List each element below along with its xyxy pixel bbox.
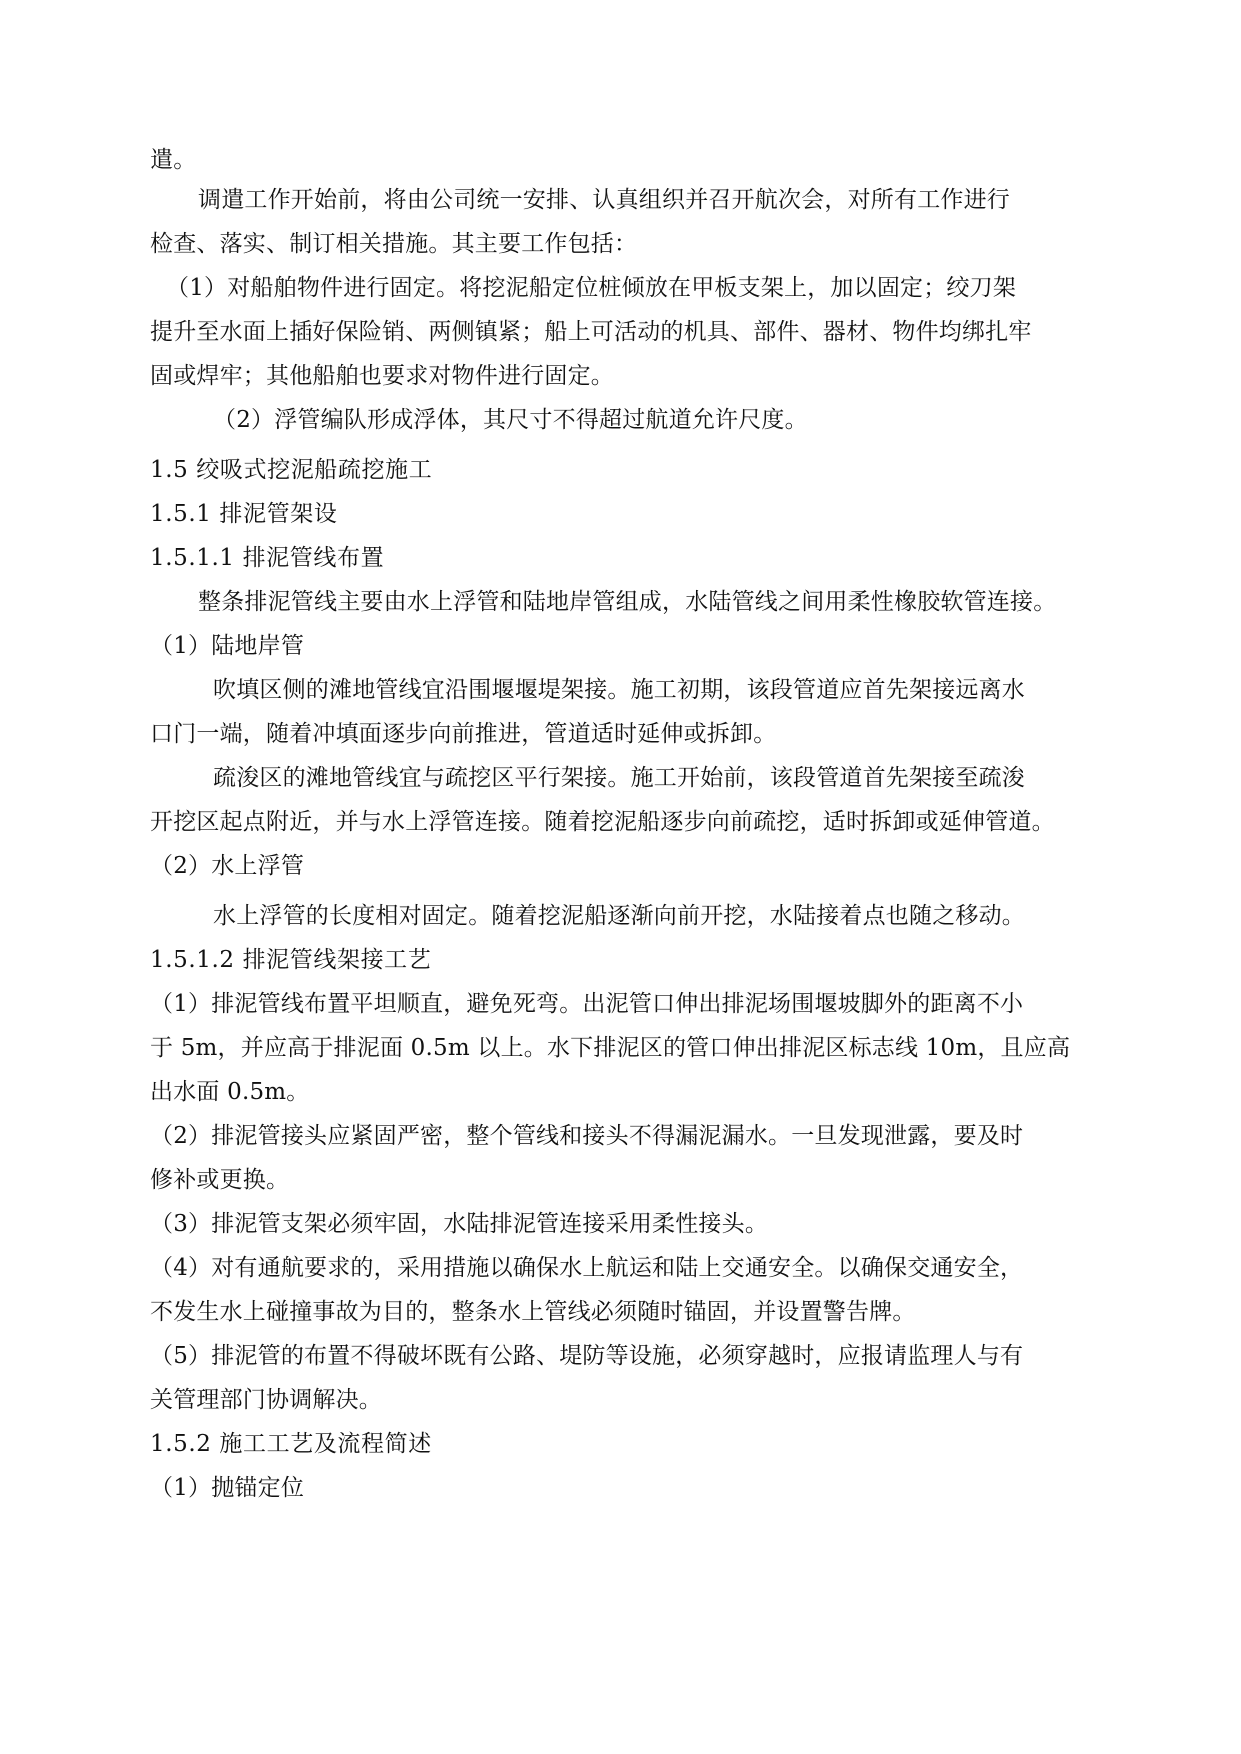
paragraph-line: 疏浚区的滩地管线宜与疏挖区平行架接。施工开始前，该段管道首先架接至疏浚	[213, 765, 1025, 791]
paragraph-line: 开挖区起点附近，并与水上浮管连接。随着挖泥船逐步向前疏挖，适时拆卸或延伸管道。	[150, 809, 1055, 835]
list-item-line: 关管理部门协调解决。	[150, 1387, 382, 1413]
list-item-line: （3）排泥管支架必须牢固，水陆排泥管连接采用柔性接头。	[150, 1211, 769, 1237]
list-item-line: 于 5m，并应高于排泥面 0.5m 以上。水下排泥区的管口伸出排泥区标志线 10m，且应高	[150, 1035, 1071, 1061]
list-item-line: 固或焊牢；其他船舶也要求对物件进行固定。	[150, 363, 614, 389]
list-item-line: 出水面 0.5m。	[150, 1079, 310, 1105]
paragraph-line: 整条排泥管线主要由水上浮管和陆地岸管组成，水陆管线之间用柔性橡胶软管连接。	[198, 589, 1057, 615]
list-item-line: 提升至水面上插好保险销、两侧镇紧；船上可活动的机具、部件、器材、物件均绑扎牢	[150, 319, 1032, 345]
list-item-line: （1）陆地岸管	[150, 633, 305, 659]
list-item-line: 不发生水上碰撞事故为目的，整条水上管线必须随时锚固，并设置警告牌。	[150, 1299, 916, 1325]
list-item-line: （5）排泥管的布置不得破坏既有公路、堤防等设施，必须穿越时，应报请监理人与有	[150, 1343, 1024, 1369]
text-line: 遣。	[150, 147, 197, 173]
paragraph-line: 调遣工作开始前，将由公司统一安排、认真组织并召开航次会，对所有工作进行	[198, 187, 1010, 213]
list-item-line: 修补或更换。	[150, 1167, 290, 1193]
list-item-line: （2）水上浮管	[150, 853, 305, 879]
list-item-line: （2）排泥管接头应紧固严密，整个管线和接头不得漏泥漏水。一旦发现泄露，要及时	[150, 1123, 1024, 1149]
list-item-line: （1）对船舶物件进行固定。将挖泥船定位桩倾放在甲板支架上，加以固定；绞刀架	[166, 275, 1017, 301]
subsection-heading: 1.5.1.2 排泥管线架接工艺	[150, 947, 432, 973]
subsection-heading: 1.5.1.1 排泥管线布置	[150, 545, 385, 571]
section-heading: 1.5 绞吸式挖泥船疏挖施工	[150, 457, 433, 483]
paragraph-line: 检查、落实、制订相关措施。其主要工作包括：	[150, 231, 638, 257]
list-item-line: （2）浮管编队形成浮体，其尺寸不得超过航道允许尺度。	[213, 407, 808, 433]
list-item-line: （1）排泥管线布置平坦顺直，避免死弯。出泥管口伸出排泥场围堰坡脚外的距离不小	[150, 991, 1024, 1017]
subsection-heading: 1.5.2 施工工艺及流程简述	[150, 1431, 432, 1457]
list-item-line: （1）抛锚定位	[150, 1475, 305, 1501]
paragraph-line: 吹填区侧的滩地管线宜沿围堰堰堤架接。施工初期，该段管道应首先架接远离水	[213, 677, 1025, 703]
paragraph-line: 口门一端，随着冲填面逐步向前推进，管道适时延伸或拆卸。	[150, 721, 777, 747]
paragraph-line: 水上浮管的长度相对固定。随着挖泥船逐渐向前开挖，水陆接着点也随之移动。	[213, 903, 1025, 929]
subsection-heading: 1.5.1 排泥管架设	[150, 501, 338, 527]
list-item-line: （4）对有通航要求的，采用措施以确保水上航运和陆上交通安全。以确保交通安全，	[150, 1255, 1024, 1281]
